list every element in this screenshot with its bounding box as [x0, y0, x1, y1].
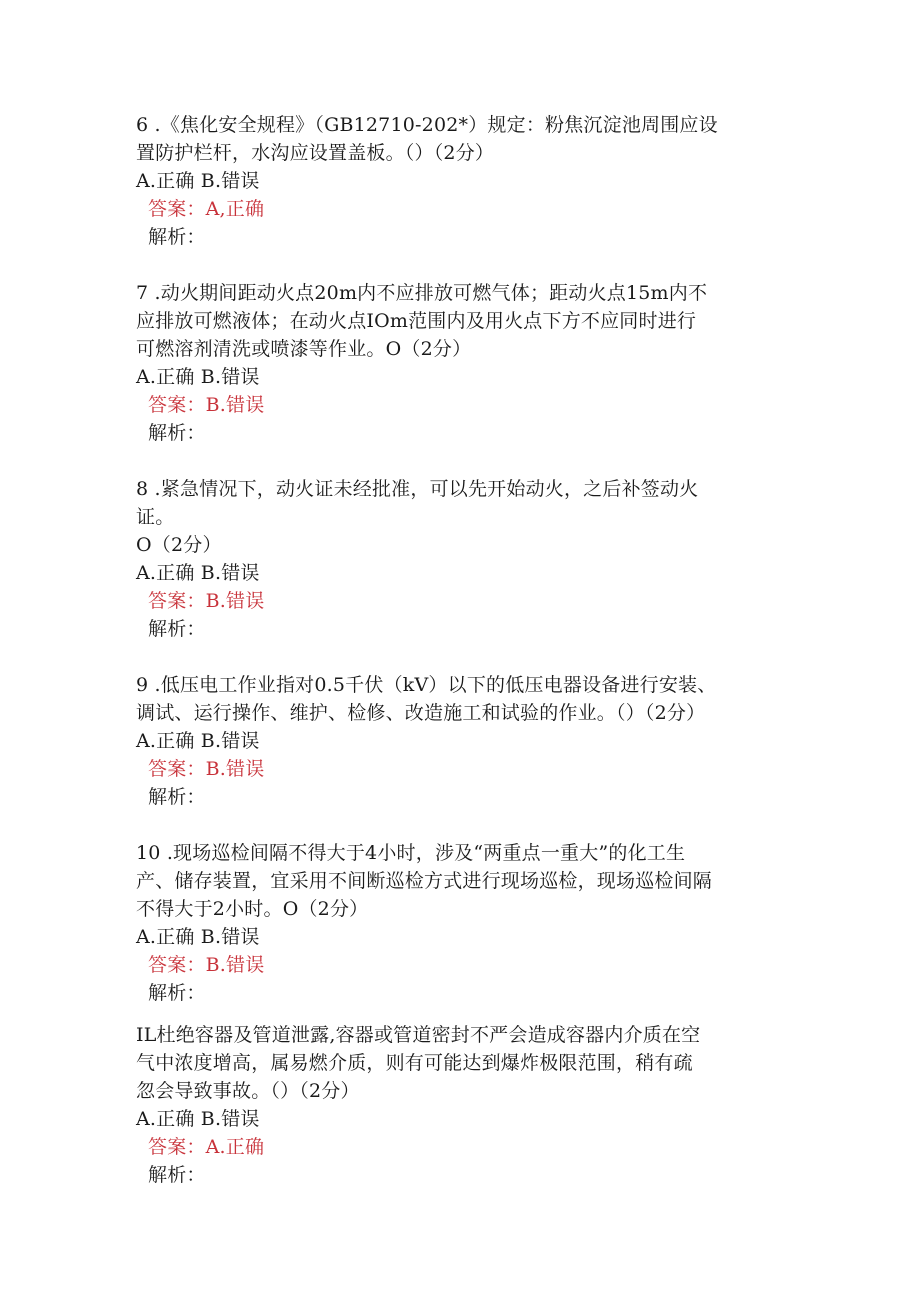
question-options: A.正确 B.错误 — [136, 366, 260, 388]
question-stem-line: 气中浓度增高，属易燃介质，则有可能达到爆炸极限范围，稍有疏 — [136, 1052, 693, 1074]
question-options: A.正确 B.错误 — [136, 926, 260, 948]
question-stem-line: 可燃溶剂清洗或喷漆等作业。O（2分） — [136, 338, 472, 360]
question-analysis: 解析： — [148, 226, 206, 248]
question-9 — [136, 671, 816, 811]
question-stem-line: 置防护栏杆，水沟应设置盖板。（）（2分） — [136, 142, 495, 164]
question-analysis: 解析： — [148, 786, 206, 808]
question-stem-line: IL杜绝容器及管道泄露,容器或管道密封不严会造成容器内介质在空 — [136, 1024, 701, 1046]
question-analysis: 解析： — [148, 422, 206, 444]
question-7 — [136, 279, 816, 447]
question-stem-line: O（2分） — [136, 534, 222, 556]
question-stem-line: 8 .紧急情况下，动火证未经批准，可以先开始动火，之后补签动火 — [136, 478, 699, 500]
question-8 — [136, 475, 816, 643]
question-options: A.正确 B.错误 — [136, 1108, 260, 1130]
question-options: A.正确 B.错误 — [136, 730, 260, 752]
question-stem-line: 应排放可燃液体；在动火点IOm范围内及用火点下方不应同时进行 — [136, 310, 697, 332]
question-stem-line: 证。 — [136, 506, 175, 528]
question-answer: 答案：A.正确 — [148, 1136, 265, 1158]
question-options: A.正确 B.错误 — [136, 170, 260, 192]
question-stem-line: 7 .动火期间距动火点20m内不应排放可燃气体；距动火点15m内不 — [136, 282, 708, 304]
question-answer: 答案：B.错误 — [148, 590, 265, 612]
question-stem-line: 9 .低压电工作业指对0.5千伏（kV）以下的低压电器设备进行安装、 — [136, 674, 717, 696]
question-stem-line: 调试、运行操作、维护、检修、改造施工和试验的作业。（）（2分） — [136, 702, 706, 724]
question-answer: 答案：A,正确 — [148, 198, 265, 220]
question-analysis: 解析： — [148, 618, 206, 640]
question-stem-line: 10 .现场巡检间隔不得大于4小时，涉及“两重点一重大”的化工生 — [136, 842, 686, 864]
question-stem-line: 6 .《焦化安全规程》（GB12710-202*）规定：粉焦沉淀池周围应设 — [136, 114, 718, 136]
question-stem-line: 产、储存装置，宜采用不间断巡检方式进行现场巡检，现场巡检间隔 — [136, 870, 713, 892]
question-answer: 答案：B.错误 — [148, 954, 265, 976]
question-stem-line: 忽会导致事故。（）（2分） — [136, 1080, 360, 1102]
question-options: A.正确 B.错误 — [136, 562, 260, 584]
question-answer: 答案：B.错误 — [148, 394, 265, 416]
question-stem-line: 不得大于2小时。O（2分） — [136, 898, 369, 920]
question-analysis: 解析： — [148, 1164, 206, 1186]
question-6 — [136, 111, 816, 251]
question-10 — [136, 839, 816, 1007]
question-answer: 答案：B.错误 — [148, 758, 265, 780]
question-11 — [136, 1021, 816, 1189]
question-analysis: 解析： — [148, 982, 206, 1004]
